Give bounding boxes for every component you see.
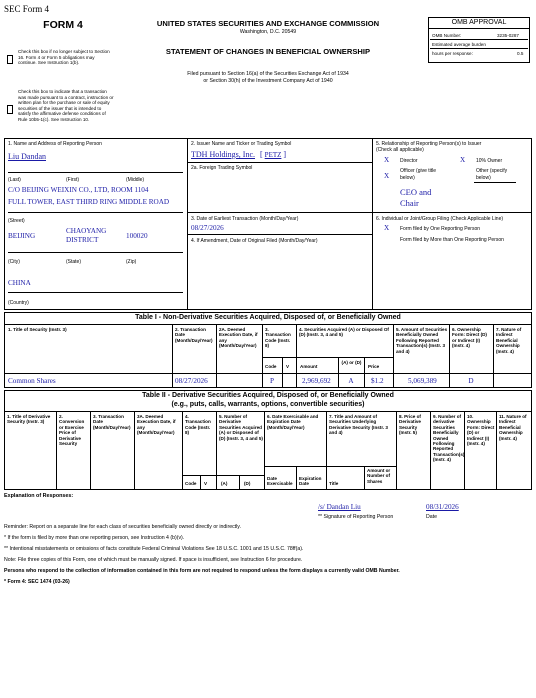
section16-label: Check this box if no longer subject to Section 16. Form 4 or Form 5 obligations may continue. See Instruction 1(b). <box>18 49 110 66</box>
ticker-link[interactable]: PETZ <box>264 151 282 159</box>
officer-mark[interactable]: X <box>384 172 390 180</box>
t1-h7: 7. Nature of Indirect Beneficial Ownership (Instr. 4) <box>496 327 522 354</box>
t1-sub-amount: Amount <box>300 364 318 369</box>
omb-hours: 0.5 <box>517 51 524 56</box>
box5-label2: (Check all applicable) <box>376 147 424 153</box>
filed-line2: or Section 30(h) of the Investment Company Act of 1940 <box>203 78 333 84</box>
reporting-section <box>4 138 532 310</box>
t1-row-code: P <box>270 377 274 385</box>
issuer-link[interactable]: TDH Holdings, Inc. <box>191 150 255 159</box>
t1-h5: 5. Amount of Securities Beneficially Owned Following Reported Transaction(s) (Instr. 3 and 4) <box>396 327 448 354</box>
middle-label: (Middle) <box>126 177 145 183</box>
t2-sub-expiration: Expiration Date <box>299 476 322 487</box>
footer-note1: * If the form is filed by more than one reporting person, see Instruction 4 (b)(v). <box>4 535 185 541</box>
agency-name: UNITED STATES SECURITIES AND EXCHANGE COMMISSION <box>156 19 380 28</box>
rule10b5-checkbox[interactable] <box>7 105 13 114</box>
agency-location: Washington, D.C. 20549 <box>239 29 297 35</box>
t2-sub-exercisable: Date Exercisable <box>267 476 293 487</box>
city-value: BEIJING <box>8 232 36 240</box>
t2-h5: 5. Number of Derivative Securities Acquired (A) or Disposed of (D) (Instr. 3, 4 and 5) <box>219 414 263 441</box>
t1-row-aord: A <box>348 377 354 385</box>
ticker-open-bracket: [ <box>260 150 263 159</box>
t1-h4: 4. Securities Acquired (A) or Disposed Of (D) (Instr. 3, 4 and 5) <box>299 327 389 338</box>
other-label2: below) <box>476 175 491 181</box>
rule10b5-label: Check this box to indicate that a transaction was made pursuant to a contract, instruction or written plan for the purchase or sale of equity securities of the issuer that is intended to satisfy the affirmative defense conditions of Rule 10b5-1(c). See Instruction 10. <box>18 89 114 122</box>
officer-title1: CEO and <box>400 187 432 197</box>
statement-title: STATEMENT OF CHANGES IN BENEFICIAL OWNERSHIP <box>165 47 371 56</box>
t2-h6: 6. Date Exercisable and Expiration Date (Month/Day/Year) <box>267 414 319 430</box>
owner-label: 10% Owner <box>476 158 503 164</box>
footer-note3: Note: File three copies of this Form, one of which must be manually signed. If space is insufficient, see Instruction 6 for procedure. <box>4 557 303 563</box>
address-line1: C/O BEIJING WEIXIN CO., LTD, ROOM 1104 <box>8 186 149 194</box>
state-label: (State) <box>66 259 82 265</box>
t2-sub-title: Title <box>329 481 339 486</box>
t1-h1: 1. Title of Security (Instr. 3) <box>8 327 67 332</box>
t1-sub-aord: (A) or (D) <box>341 360 362 365</box>
box6-label: 6. Individual or Joint/Group Filing (Check Applicable Line) <box>376 216 504 222</box>
city-label: (City) <box>8 259 20 265</box>
box2-label: 2. Issuer Name and Ticker or Trading Symbol <box>191 141 292 147</box>
filed-line1: Filed pursuant to Section 16(a) of the Securities Exchange Act of 1934 <box>187 71 349 77</box>
box4-label: 4. If Amendment, Date of Original Filed (Month/Day/Year) <box>191 238 318 244</box>
footer-reminder: Reminder: Report on a separate line for each class of securities beneficially owned directly or indirectly. <box>4 524 241 530</box>
t1-h2: 2. Transaction Date (Month/Day/Year) <box>175 327 213 343</box>
t1-row-form: D <box>468 377 474 385</box>
t1-h2a: 2A. Deemed Execution Date, if any (Month/Day/Year) <box>219 327 258 349</box>
omb-hours-label: hours per response: <box>432 51 473 56</box>
one-person-label: Form filed by One Reporting Person <box>400 226 481 232</box>
box1-label: 1. Name and Address of Reporting Person <box>8 141 102 147</box>
director-label: Director <box>400 158 418 164</box>
table2-title1: Table II - Derivative Securities Acquired, Disposed of, or Beneficially Owned <box>142 392 394 399</box>
one-person-mark[interactable]: X <box>384 224 390 232</box>
page-header: SEC Form 4 <box>4 4 50 14</box>
box3-label: 3. Date of Earliest Transaction (Month/Day/Year) <box>191 216 299 222</box>
officer-label2: below) <box>400 175 415 181</box>
zip-label: (Zip) <box>126 259 137 265</box>
ticker-close-bracket: ] <box>283 150 287 159</box>
t2-h4: 4. Transaction Code (Instr. 8) <box>185 414 211 436</box>
earliest-transaction-date: 08/27/2026 <box>191 224 224 232</box>
director-mark[interactable]: X <box>384 156 390 164</box>
last-label: (Last) <box>8 177 21 183</box>
t2-h9: 9. Number of derivative Securities Beneficially Owned Following Reported Transaction(s) (Instr. 4) <box>433 414 465 463</box>
t1-row-price: $1.2 <box>371 377 384 385</box>
t1-row-title: Common Shares <box>8 377 56 385</box>
t2-h7: 7. Title and Amount of Securities Underlying Derivative Security (Instr. 3 and 4) <box>329 414 388 436</box>
officer-title2: Chair <box>400 198 419 208</box>
t2-sub-code: Code <box>185 481 197 486</box>
table2-title2: (e.g., puts, calls, warrants, options, convertible securities) <box>171 401 365 408</box>
t2-sub-v: V <box>204 481 208 486</box>
foreign-symbol-label: 2a. Foreign Trading Symbol <box>191 165 253 171</box>
signature-label: ** Signature of Reporting Person <box>318 514 394 520</box>
t2-sub-a: (A) <box>221 481 228 486</box>
owner-mark[interactable]: X <box>460 156 466 164</box>
omb-title: OMB APPROVAL <box>451 19 507 26</box>
section16-checkbox[interactable] <box>7 55 13 64</box>
t2-h10: 10. Ownership Form: Direct (D) or Indirect (I) (Instr. 4) <box>467 414 495 447</box>
t1-row-owned: 5,069,389 <box>408 377 437 385</box>
t1-sub-code: Code <box>265 364 277 369</box>
footer-sec: * Form 4: SEC 1474 (03-26) <box>4 579 70 585</box>
state-line2: DISTRICT <box>66 236 99 244</box>
explanation-label: Explanation of Responses: <box>4 493 74 499</box>
t1-row-date: 08/27/2026 <box>175 377 208 385</box>
other-label1: Other (specify <box>476 168 508 174</box>
t2-h2: 2. Conversion or Exercise Price of Derivative Security <box>59 414 85 447</box>
footer-persons: Persons who respond to the collection of information contained in this form are not required to respond unless the form displays a currently valid OMB Number. <box>4 568 400 574</box>
t1-sub-v: V <box>286 364 290 369</box>
more-persons-label: Form filed by More than One Reporting Person <box>400 237 504 243</box>
date-label: Date <box>426 514 437 520</box>
form-title: FORM 4 <box>43 19 83 31</box>
first-label: (First) <box>66 177 80 183</box>
t2-h11: 11. Nature of Indirect Beneficial Ownership (Instr. 4) <box>499 414 527 441</box>
t2-h8: 8. Price of Derivative Security (Instr. 5) <box>399 414 421 436</box>
zip-value: 100020 <box>126 232 148 240</box>
reporting-person-link[interactable]: Liu Dandan <box>8 152 46 161</box>
t2-h1: 1. Title of Derivative Security (Instr. 3) <box>7 414 51 425</box>
t2-sub-amount: Amount or Number of Shares <box>367 468 391 484</box>
t1-row-amount: 2,969,692 <box>302 377 331 385</box>
country-label: (Country) <box>8 300 29 306</box>
t2-h3a: 3A. Deemed Execution Date, if any (Month/Day/Year) <box>137 414 176 436</box>
table1-title: Table I - Non-Derivative Securities Acquired, Disposed of, or Beneficially Owned <box>135 314 401 321</box>
omb-number-label: OMB Number: <box>432 33 462 38</box>
omb-burden-label: Estimated average burden <box>432 42 486 47</box>
t2-sub-d: (D) <box>244 481 251 486</box>
officer-label1: Officer (give title <box>400 168 437 174</box>
street-label: (Street) <box>8 218 25 224</box>
state-line1: CHAOYANG <box>66 227 107 235</box>
t2-h3: 3. Transaction Date (Month/Day/Year) <box>93 414 131 430</box>
omb-number: 3235-0287 <box>497 33 519 38</box>
signature-date: 08/31/2026 <box>426 503 459 511</box>
signature-name[interactable]: /s/ Dandan Liu <box>318 503 361 511</box>
t1-h3: 3. Transaction Code (Instr. 8) <box>265 327 291 349</box>
t1-h6: 6. Ownership Form: Direct (D) or Indirect (I) (Instr. 4) <box>452 327 487 349</box>
address-line2: FULL TOWER, EAST THIRD RING MIDDLE ROAD <box>8 198 170 206</box>
issuer-row <box>191 150 286 159</box>
footer-note2: ** Intentional misstatements or omissions of facts constitute Federal Criminal Violations See 18 U.S.C. 1001 and 15 U.S.C. 78ff(a). <box>4 546 304 552</box>
country-value: CHINA <box>8 279 31 287</box>
box5-label1: 5. Relationship of Reporting Person(s) to Issuer <box>376 141 482 147</box>
t1-sub-price: Price <box>368 364 380 369</box>
